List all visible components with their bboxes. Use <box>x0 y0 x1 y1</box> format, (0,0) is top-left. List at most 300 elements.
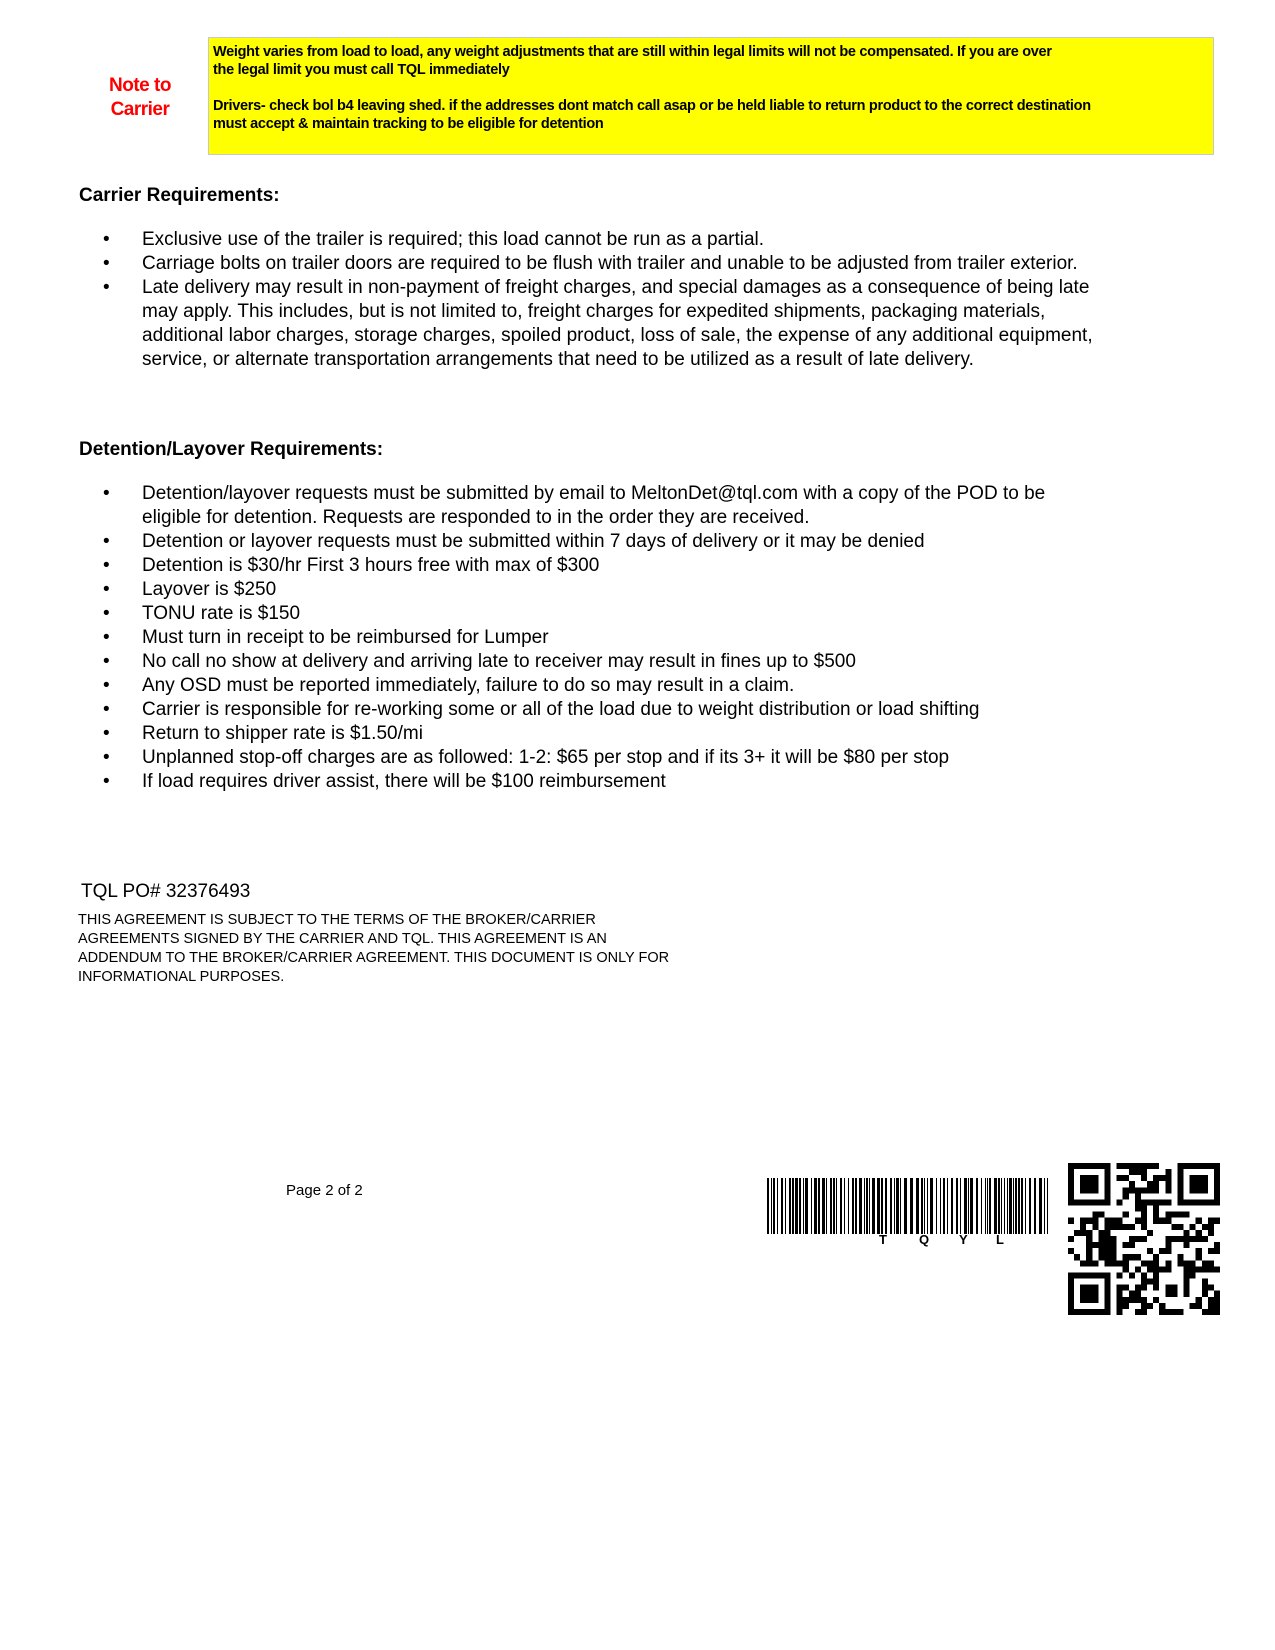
qr-module <box>1135 1199 1141 1205</box>
qr-module <box>1165 1181 1171 1187</box>
barcode-bar <box>890 1178 892 1234</box>
qr-module <box>1123 1175 1129 1181</box>
qr-module <box>1129 1169 1135 1175</box>
list-item-text: Layover is $250 <box>142 579 277 600</box>
qr-module <box>1177 1199 1183 1205</box>
qr-module <box>1092 1285 1098 1291</box>
qr-module <box>1135 1285 1141 1291</box>
list-item-text: Must turn in receipt to be reimbursed for Lumper <box>142 627 549 648</box>
qr-module <box>1196 1236 1202 1242</box>
barcode-bar <box>859 1178 862 1234</box>
qr-module <box>1068 1297 1074 1303</box>
qr-module <box>1068 1163 1074 1169</box>
barcode-bar <box>855 1178 857 1234</box>
qr-module <box>1117 1297 1123 1303</box>
qr-module <box>1214 1218 1220 1224</box>
qr-module <box>1086 1254 1092 1260</box>
qr-module <box>1141 1212 1147 1218</box>
qr-module <box>1098 1212 1104 1218</box>
agreement-text: THIS AGREEMENT IS SUBJECT TO THE TERMS OF THE BROKER/CARRIER AGREEMENTS SIGNED BY THE CARRIER AND TQL. THIS AGREEMENT IS AN ADDENDUM TO THE BROKER/CARRIER AGREEMENT. THIS DOCUMENT IS ONLY FOR INFORMATIONAL PURPOSES. <box>78 912 670 985</box>
qr-module <box>1117 1224 1123 1230</box>
qr-module <box>1117 1272 1123 1278</box>
list-item-text: Unplanned stop-off charges are as followed: 1-2: $65 per stop and if its 3+ it will be $80 per stop <box>142 747 950 768</box>
barcode-bar <box>989 1178 991 1234</box>
list-item <box>103 554 1103 578</box>
qr-module <box>1129 1181 1135 1187</box>
barcode-bar <box>844 1178 845 1234</box>
list-item-text: Carriage bolts on trailer doors are required to be flush with trailer and unable to be adjusted from trailer exterior. <box>142 253 1078 274</box>
qr-module <box>1196 1230 1202 1236</box>
qr-module <box>1147 1187 1153 1193</box>
qr-module <box>1092 1242 1098 1248</box>
qr-module <box>1086 1309 1092 1315</box>
barcode-bar <box>985 1178 986 1234</box>
list-item <box>103 578 1103 602</box>
qr-module <box>1165 1169 1171 1175</box>
qr-module <box>1080 1218 1086 1224</box>
list-item <box>103 482 1103 530</box>
qr-module <box>1171 1236 1177 1242</box>
qr-module <box>1080 1224 1086 1230</box>
qr-module <box>1171 1224 1177 1230</box>
qr-module <box>1141 1279 1147 1285</box>
qr-module <box>1214 1242 1220 1248</box>
qr-module <box>1068 1218 1074 1224</box>
qr-module <box>1117 1291 1123 1297</box>
qr-module <box>1098 1236 1104 1242</box>
qr-module <box>1104 1285 1110 1291</box>
bullet-glyph: • <box>103 771 110 792</box>
barcode-bar <box>927 1178 928 1234</box>
qr-module <box>1104 1303 1110 1309</box>
qr-module <box>1123 1260 1129 1266</box>
bullet-glyph: • <box>103 555 110 576</box>
qr-module <box>1104 1309 1110 1315</box>
qr-module <box>1135 1163 1141 1169</box>
qr-module <box>1135 1297 1141 1303</box>
list-item-text: Late delivery may result in non-payment of freight charges, and special damages as a consequence of being late may apply. This includes, but is not limited to, freight charges for expedited shipments, packaging materials, additional labor charges, storage charges, spoiled product, loss of sale, the expense of any additional equipment, service, or alternate transportation arrangements that need to be utilized as a result of late delivery. <box>142 277 1093 370</box>
qr-module <box>1129 1242 1135 1248</box>
qr-module <box>1184 1279 1190 1285</box>
qr-module <box>1165 1285 1171 1291</box>
qr-module <box>1190 1187 1196 1193</box>
qr-module <box>1123 1224 1129 1230</box>
barcode-bar <box>826 1178 827 1234</box>
qr-module <box>1086 1285 1092 1291</box>
qr-module <box>1111 1218 1117 1224</box>
qr-module <box>1208 1163 1214 1169</box>
qr-module <box>1141 1285 1147 1291</box>
qr-module <box>1184 1260 1190 1266</box>
list-item <box>103 252 1103 276</box>
note-to-carrier-label: Note to Carrier <box>109 75 171 120</box>
qr-module <box>1117 1260 1123 1266</box>
qr-module <box>1190 1303 1196 1309</box>
barcode-bar <box>940 1178 941 1234</box>
list-item <box>103 698 1103 722</box>
qr-module <box>1214 1187 1220 1193</box>
qr-module <box>1214 1303 1220 1309</box>
qr-module <box>1104 1260 1110 1266</box>
qr-module <box>1129 1187 1135 1193</box>
barcode-bar <box>785 1178 786 1234</box>
barcode-bar <box>818 1178 820 1234</box>
qr-module <box>1129 1163 1135 1169</box>
qr-module <box>1184 1291 1190 1297</box>
qr-module <box>1074 1199 1080 1205</box>
qr-module <box>1202 1279 1208 1285</box>
qr-module <box>1153 1163 1159 1169</box>
qr-module <box>1117 1218 1123 1224</box>
barcode-bar <box>789 1178 791 1234</box>
barcode-bar <box>866 1178 868 1234</box>
qr-module <box>1086 1272 1092 1278</box>
barcode-bar <box>822 1178 825 1234</box>
qr-module <box>1184 1199 1190 1205</box>
qr-module <box>1171 1291 1177 1297</box>
barcode-bar <box>921 1178 923 1234</box>
qr-module <box>1123 1266 1129 1272</box>
barcode-bar <box>1025 1178 1026 1234</box>
qr-module <box>1068 1279 1074 1285</box>
qr-module <box>1098 1248 1104 1254</box>
list-item <box>103 276 1103 372</box>
qr-module <box>1214 1248 1220 1254</box>
qr-module <box>1080 1272 1086 1278</box>
barcode-bar <box>1015 1178 1017 1234</box>
qr-module <box>1080 1181 1086 1187</box>
qr-module <box>1068 1236 1074 1242</box>
qr-module <box>1135 1291 1141 1297</box>
qr-module <box>1147 1248 1153 1254</box>
barcode-bar <box>864 1178 865 1234</box>
qr-module <box>1165 1175 1171 1181</box>
barcode-bar <box>994 1178 997 1234</box>
qr-module <box>1068 1199 1074 1205</box>
qr-module <box>1129 1297 1135 1303</box>
qr-module <box>1086 1218 1092 1224</box>
list-item <box>103 746 1103 770</box>
qr-module <box>1117 1285 1123 1291</box>
barcode-bar <box>916 1178 919 1234</box>
qr-module <box>1092 1291 1098 1297</box>
qr-module <box>1086 1248 1092 1254</box>
qr-module <box>1074 1272 1080 1278</box>
qr-module <box>1190 1181 1196 1187</box>
qr-module <box>1123 1254 1129 1260</box>
qr-module <box>1123 1303 1129 1309</box>
bullet-glyph: • <box>103 747 110 768</box>
detention-requirements-list <box>103 482 1103 794</box>
bullet-glyph: • <box>103 675 110 696</box>
barcode-bar <box>872 1178 875 1234</box>
qr-module <box>1147 1199 1153 1205</box>
list-item <box>103 674 1103 698</box>
qr-module <box>1202 1266 1208 1272</box>
barcode-bar <box>956 1178 958 1234</box>
qr-module <box>1141 1218 1147 1224</box>
qr-module <box>1123 1187 1129 1193</box>
qr-module <box>1153 1218 1159 1224</box>
qr-module <box>1190 1175 1196 1181</box>
qr-module <box>1165 1218 1171 1224</box>
barcode-bar <box>803 1178 804 1234</box>
qr-module <box>1098 1272 1104 1278</box>
qr-module <box>1214 1199 1220 1205</box>
barcode-bar <box>1013 1178 1014 1234</box>
qr-module <box>1092 1297 1098 1303</box>
qr-module <box>1098 1242 1104 1248</box>
barcode-char: Q <box>919 1232 930 1247</box>
qr-module <box>1111 1242 1117 1248</box>
qr-module <box>1147 1163 1153 1169</box>
qr-module <box>1141 1206 1147 1212</box>
qr-module <box>1184 1230 1190 1236</box>
qr-module <box>1202 1163 1208 1169</box>
bullet-glyph: • <box>103 603 110 624</box>
barcode-bar <box>792 1178 794 1234</box>
qr-module <box>1080 1175 1086 1181</box>
qr-module <box>1104 1236 1110 1242</box>
qr-module <box>1068 1181 1074 1187</box>
qr-module <box>1141 1175 1147 1181</box>
qr-module <box>1202 1285 1208 1291</box>
qr-module <box>1129 1291 1135 1297</box>
qr-module <box>1098 1254 1104 1260</box>
bullet-glyph: • <box>103 531 110 552</box>
qr-module <box>1141 1297 1147 1303</box>
qr-module <box>1153 1199 1159 1205</box>
qr-module <box>1165 1236 1171 1242</box>
qr-module <box>1171 1309 1177 1315</box>
qr-module <box>1117 1163 1123 1169</box>
qr-module <box>1208 1230 1214 1236</box>
list-item-text: Exclusive use of the trailer is required; this load cannot be run as a partial. <box>142 229 765 250</box>
qr-module <box>1111 1260 1117 1266</box>
qr-module <box>1208 1309 1214 1315</box>
qr-module <box>1177 1181 1183 1187</box>
barcode-bar <box>877 1178 880 1234</box>
qr-module <box>1196 1163 1202 1169</box>
qr-module <box>1171 1212 1177 1218</box>
qr-module <box>1208 1297 1214 1303</box>
qr-module <box>1074 1230 1080 1236</box>
note-paragraph-drivers: Drivers- check bol b4 leaving shed. if the addresses dont match call asap or be held liable to return product to the correct destination must accept & maintain tracking to be eligible for detention <box>213 98 1091 132</box>
qr-module <box>1165 1212 1171 1218</box>
qr-module <box>1202 1199 1208 1205</box>
qr-module <box>1202 1187 1208 1193</box>
barcode-bar <box>1039 1178 1042 1234</box>
qr-module <box>1177 1236 1183 1242</box>
qr-module <box>1208 1303 1214 1309</box>
qr-module <box>1123 1193 1129 1199</box>
list-item-text: No call no show at delivery and arriving late to receiver may result in fines up to $500 <box>142 651 856 672</box>
barcode-bar <box>998 1178 1000 1234</box>
qr-module <box>1123 1212 1129 1218</box>
qr-module <box>1135 1266 1141 1272</box>
qr-module <box>1080 1285 1086 1291</box>
qr-module <box>1080 1230 1086 1236</box>
barcode-icon <box>767 1178 1051 1234</box>
barcode-bar <box>805 1178 808 1234</box>
barcode-bar <box>943 1178 945 1234</box>
barcode-bar <box>960 1178 961 1234</box>
qr-module <box>1214 1169 1220 1175</box>
barcode-bar <box>964 1178 967 1234</box>
qr-module <box>1086 1230 1092 1236</box>
qr-module <box>1208 1248 1214 1254</box>
qr-module <box>1202 1309 1208 1315</box>
qr-module <box>1190 1260 1196 1266</box>
qr-module <box>1111 1248 1117 1254</box>
bullet-glyph: • <box>103 277 110 298</box>
qr-module <box>1092 1212 1098 1218</box>
qr-module <box>1086 1187 1092 1193</box>
qr-module <box>1165 1242 1171 1248</box>
qr-module <box>1086 1181 1092 1187</box>
qr-module <box>1214 1291 1220 1297</box>
qr-module <box>1208 1260 1214 1266</box>
qr-module <box>1177 1254 1183 1260</box>
qr-module <box>1196 1248 1202 1254</box>
barcode-char: Y <box>959 1232 968 1247</box>
qr-module <box>1068 1169 1074 1175</box>
qr-module <box>1177 1163 1183 1169</box>
qr-module <box>1153 1285 1159 1291</box>
qr-module <box>1214 1193 1220 1199</box>
barcode-bar <box>904 1178 907 1234</box>
qr-module <box>1092 1260 1098 1266</box>
qr-module <box>1086 1236 1092 1242</box>
qr-module <box>1153 1206 1159 1212</box>
bullet-glyph: • <box>103 699 110 720</box>
barcode-bar <box>771 1178 772 1234</box>
qr-module <box>1104 1272 1110 1278</box>
detention-requirements-heading: Detention/Layover Requirements: <box>79 439 384 460</box>
qr-module <box>1196 1266 1202 1272</box>
barcode-bar <box>795 1178 798 1234</box>
qr-module <box>1104 1199 1110 1205</box>
qr-module <box>1190 1224 1196 1230</box>
qr-module <box>1214 1163 1220 1169</box>
qr-module <box>1177 1309 1183 1315</box>
qr-module <box>1074 1254 1080 1260</box>
barcode-bar <box>836 1178 837 1234</box>
bullet-glyph: • <box>103 483 110 504</box>
qr-module <box>1068 1175 1074 1181</box>
qr-module <box>1098 1309 1104 1315</box>
qr-module <box>1141 1224 1147 1230</box>
note-paragraph-weight: Weight varies from load to load, any weight adjustments that are still within legal limits will not be compensated. If you are over the legal limit you must call TQL immediately <box>213 44 1052 78</box>
qr-module <box>1117 1309 1123 1315</box>
qr-module <box>1177 1260 1183 1266</box>
qr-module <box>1196 1218 1202 1224</box>
qr-module <box>1153 1212 1159 1218</box>
qr-module <box>1104 1218 1110 1224</box>
qr-module <box>1159 1309 1165 1315</box>
barcode-bar <box>830 1178 832 1234</box>
barcode-bar <box>881 1178 883 1234</box>
qr-module <box>1080 1309 1086 1315</box>
barcode-bar <box>896 1178 899 1234</box>
qr-module <box>1165 1291 1171 1297</box>
barcode-bar <box>930 1178 933 1234</box>
qr-module <box>1068 1291 1074 1297</box>
qr-module <box>1147 1230 1153 1236</box>
qr-module <box>1104 1193 1110 1199</box>
qr-module <box>1141 1260 1147 1266</box>
qr-module <box>1153 1187 1159 1193</box>
qr-module <box>1080 1187 1086 1193</box>
qr-module <box>1202 1181 1208 1187</box>
qr-module <box>1214 1309 1220 1315</box>
list-item <box>103 626 1103 650</box>
barcode-bar <box>987 1178 988 1234</box>
qr-module <box>1098 1163 1104 1169</box>
qr-module <box>1104 1279 1110 1285</box>
qr-module <box>1147 1303 1153 1309</box>
barcode-bar <box>1007 1178 1008 1234</box>
qr-module <box>1208 1199 1214 1205</box>
bullet-glyph: • <box>103 723 110 744</box>
qr-module <box>1208 1224 1214 1230</box>
list-item-text: Detention is $30/hr First 3 hours free with max of $300 <box>142 555 600 576</box>
qr-module <box>1196 1187 1202 1193</box>
list-item <box>103 602 1103 626</box>
qr-module <box>1214 1266 1220 1272</box>
qr-module <box>1080 1291 1086 1297</box>
barcode-char: T <box>879 1232 887 1247</box>
qr-module <box>1202 1260 1208 1266</box>
qr-module <box>1177 1187 1183 1193</box>
qr-module <box>1086 1242 1092 1248</box>
barcode-bar <box>1021 1178 1023 1234</box>
carrier-requirements-list <box>103 228 1103 372</box>
qr-module <box>1196 1254 1202 1260</box>
list-item <box>103 722 1103 746</box>
qr-module <box>1135 1169 1141 1175</box>
qr-module <box>1092 1181 1098 1187</box>
qr-module <box>1196 1297 1202 1303</box>
qr-module <box>1080 1163 1086 1169</box>
barcode-bar <box>767 1178 769 1234</box>
qr-module <box>1092 1218 1098 1224</box>
qr-module <box>1104 1230 1110 1236</box>
qr-module <box>1129 1224 1135 1230</box>
qr-module <box>1147 1266 1153 1272</box>
qr-module <box>1104 1297 1110 1303</box>
qr-module <box>1184 1242 1190 1248</box>
qr-module <box>1202 1224 1208 1230</box>
qr-module <box>1129 1272 1135 1278</box>
qr-module <box>1165 1260 1171 1266</box>
qr-module <box>1117 1199 1123 1205</box>
qr-module <box>1214 1181 1220 1187</box>
qr-module <box>1092 1163 1098 1169</box>
qr-module <box>1159 1175 1165 1181</box>
barcode-bar <box>970 1178 973 1234</box>
qr-module <box>1111 1254 1117 1260</box>
qr-module <box>1159 1199 1165 1205</box>
qr-module <box>1141 1303 1147 1309</box>
qr-module <box>1153 1297 1159 1303</box>
po-number: TQL PO# 32376493 <box>81 881 251 902</box>
qr-module <box>1184 1272 1190 1278</box>
list-item <box>103 650 1103 674</box>
qr-module <box>1165 1199 1171 1205</box>
qr-module <box>1147 1260 1153 1266</box>
qr-module <box>1068 1272 1074 1278</box>
